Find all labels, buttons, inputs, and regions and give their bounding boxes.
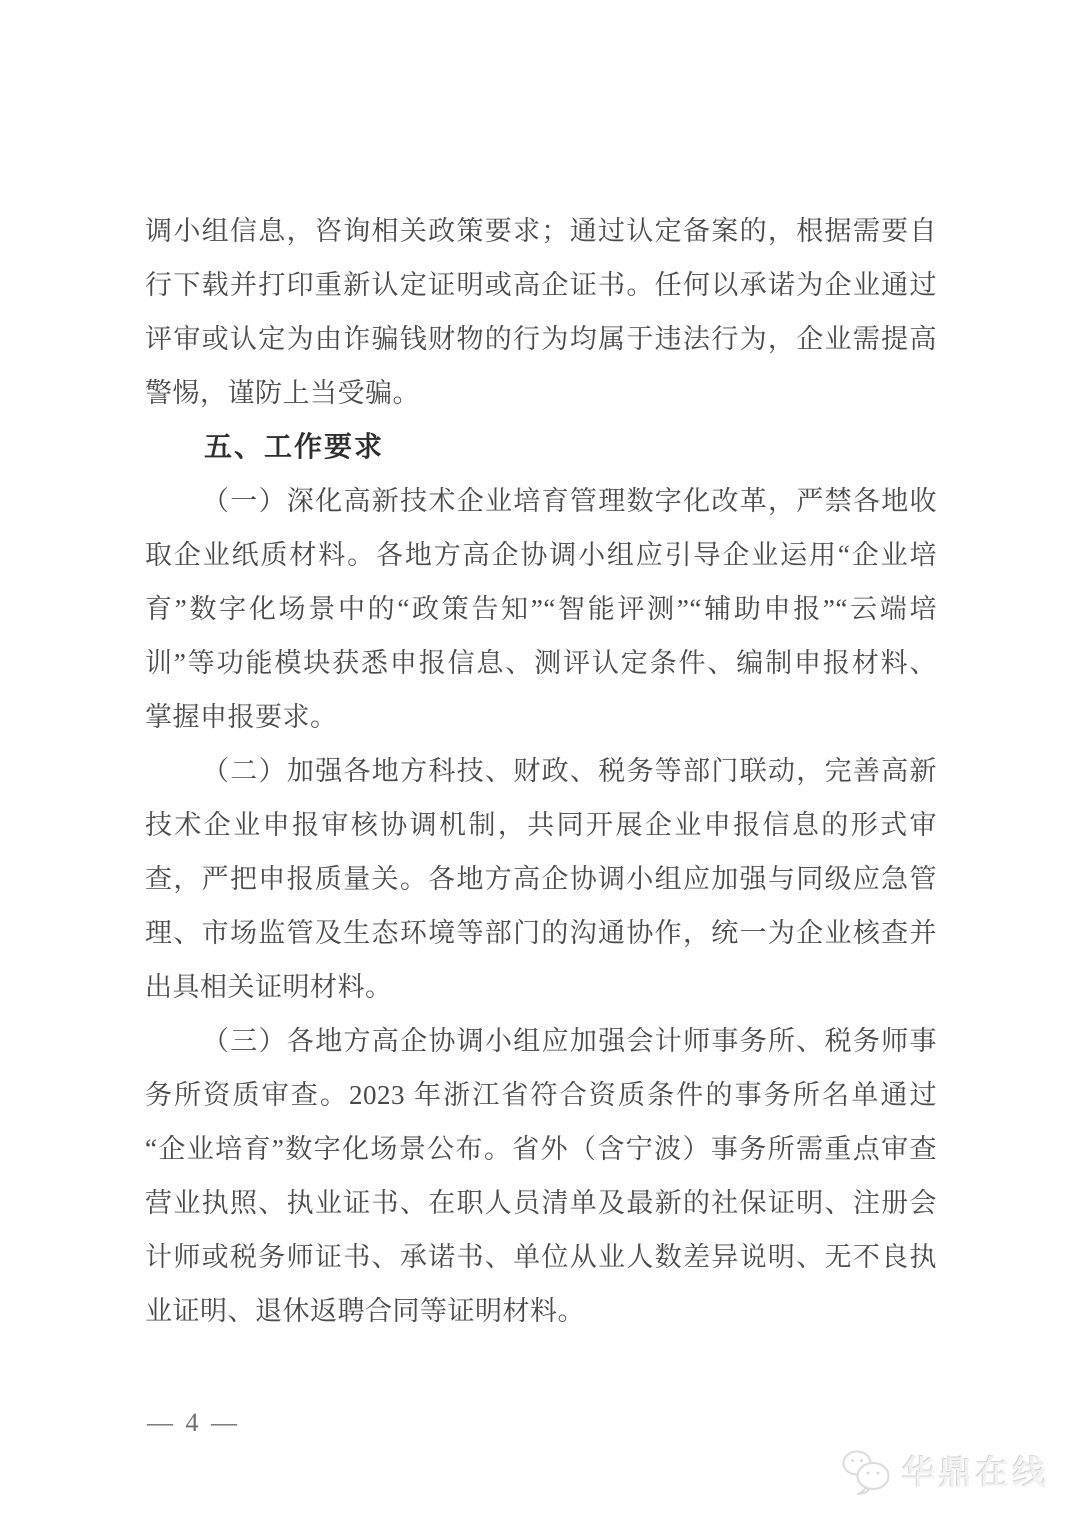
paragraph-three-line: （三）各地方高企协调小组应加强会计师事务所、税务师事 — [202, 1026, 937, 1056]
paragraph-three-line: 计师或税务师证书、承诺书、单位从业人数差异说明、无不良执 — [145, 1242, 937, 1272]
paragraph-two-line: （二）加强各地方科技、财政、税务等部门联动，完善高新 — [202, 756, 937, 786]
section-heading: 五、工作要求 — [204, 431, 385, 462]
paragraph-two-line: 理、市场监管及生态环境等部门的沟通协作，统一为企业核查并 — [145, 918, 937, 948]
paragraph-one-line: 取企业纸质材料。各地方高企协调小组应引导企业运用“企业培 — [145, 540, 937, 570]
paragraph-three-line: “企业培育”数字化场景公布。省外（含宁波）事务所需重点审查 — [145, 1134, 937, 1164]
paragraph-continuation-line: 评审或认定为由诈骗钱财物的行为均属于违法行为，企业需提高 — [145, 324, 937, 354]
paragraph-one-line: 训”等功能模块获悉申报信息、测评认定条件、编制申报材料、 — [145, 648, 937, 678]
paragraph-one-line: 育”数字化场景中的“政策告知”“智能评测”“辅助申报”“云端培 — [145, 594, 937, 624]
paragraph-three-line: 务所资质审查。2023 年浙江省符合资质条件的事务所名单通过 — [145, 1080, 937, 1110]
paragraph-two-line: 技术企业申报审核协调机制，共同开展企业申报信息的形式审 — [145, 810, 937, 840]
paragraph-three-line: 营业执照、执业证书、在职人员清单及最新的社保证明、注册会 — [145, 1188, 937, 1218]
watermark — [840, 1448, 1050, 1498]
wechat-icon — [840, 1448, 894, 1498]
page-number: — 4 — — [147, 1408, 240, 1437]
paragraph-two-line: 查，严把申报质量关。各地方高企协调小组应加强与同级应急管 — [145, 864, 937, 894]
paragraph-continuation-line: 行下载并打印重新认定证明或高企证书。任何以承诺为企业通过 — [145, 270, 937, 300]
watermark-text: 华鼎在线 — [902, 1454, 1050, 1491]
paragraph-three-line: 业证明、退休返聘合同等证明材料。 — [145, 1296, 585, 1326]
paragraph-continuation-line: 调小组信息，咨询相关政策要求；通过认定备案的，根据需要自 — [145, 216, 937, 246]
paragraph-one-line: （一）深化高新技术企业培育管理数字化改革，严禁各地收 — [202, 486, 937, 516]
paragraph-continuation-line: 警惕，谨防上当受骗。 — [145, 378, 420, 408]
paragraph-two-line: 出具相关证明材料。 — [145, 972, 393, 1002]
paragraph-one-line: 掌握申报要求。 — [145, 702, 338, 732]
document-body — [145, 204, 937, 1338]
